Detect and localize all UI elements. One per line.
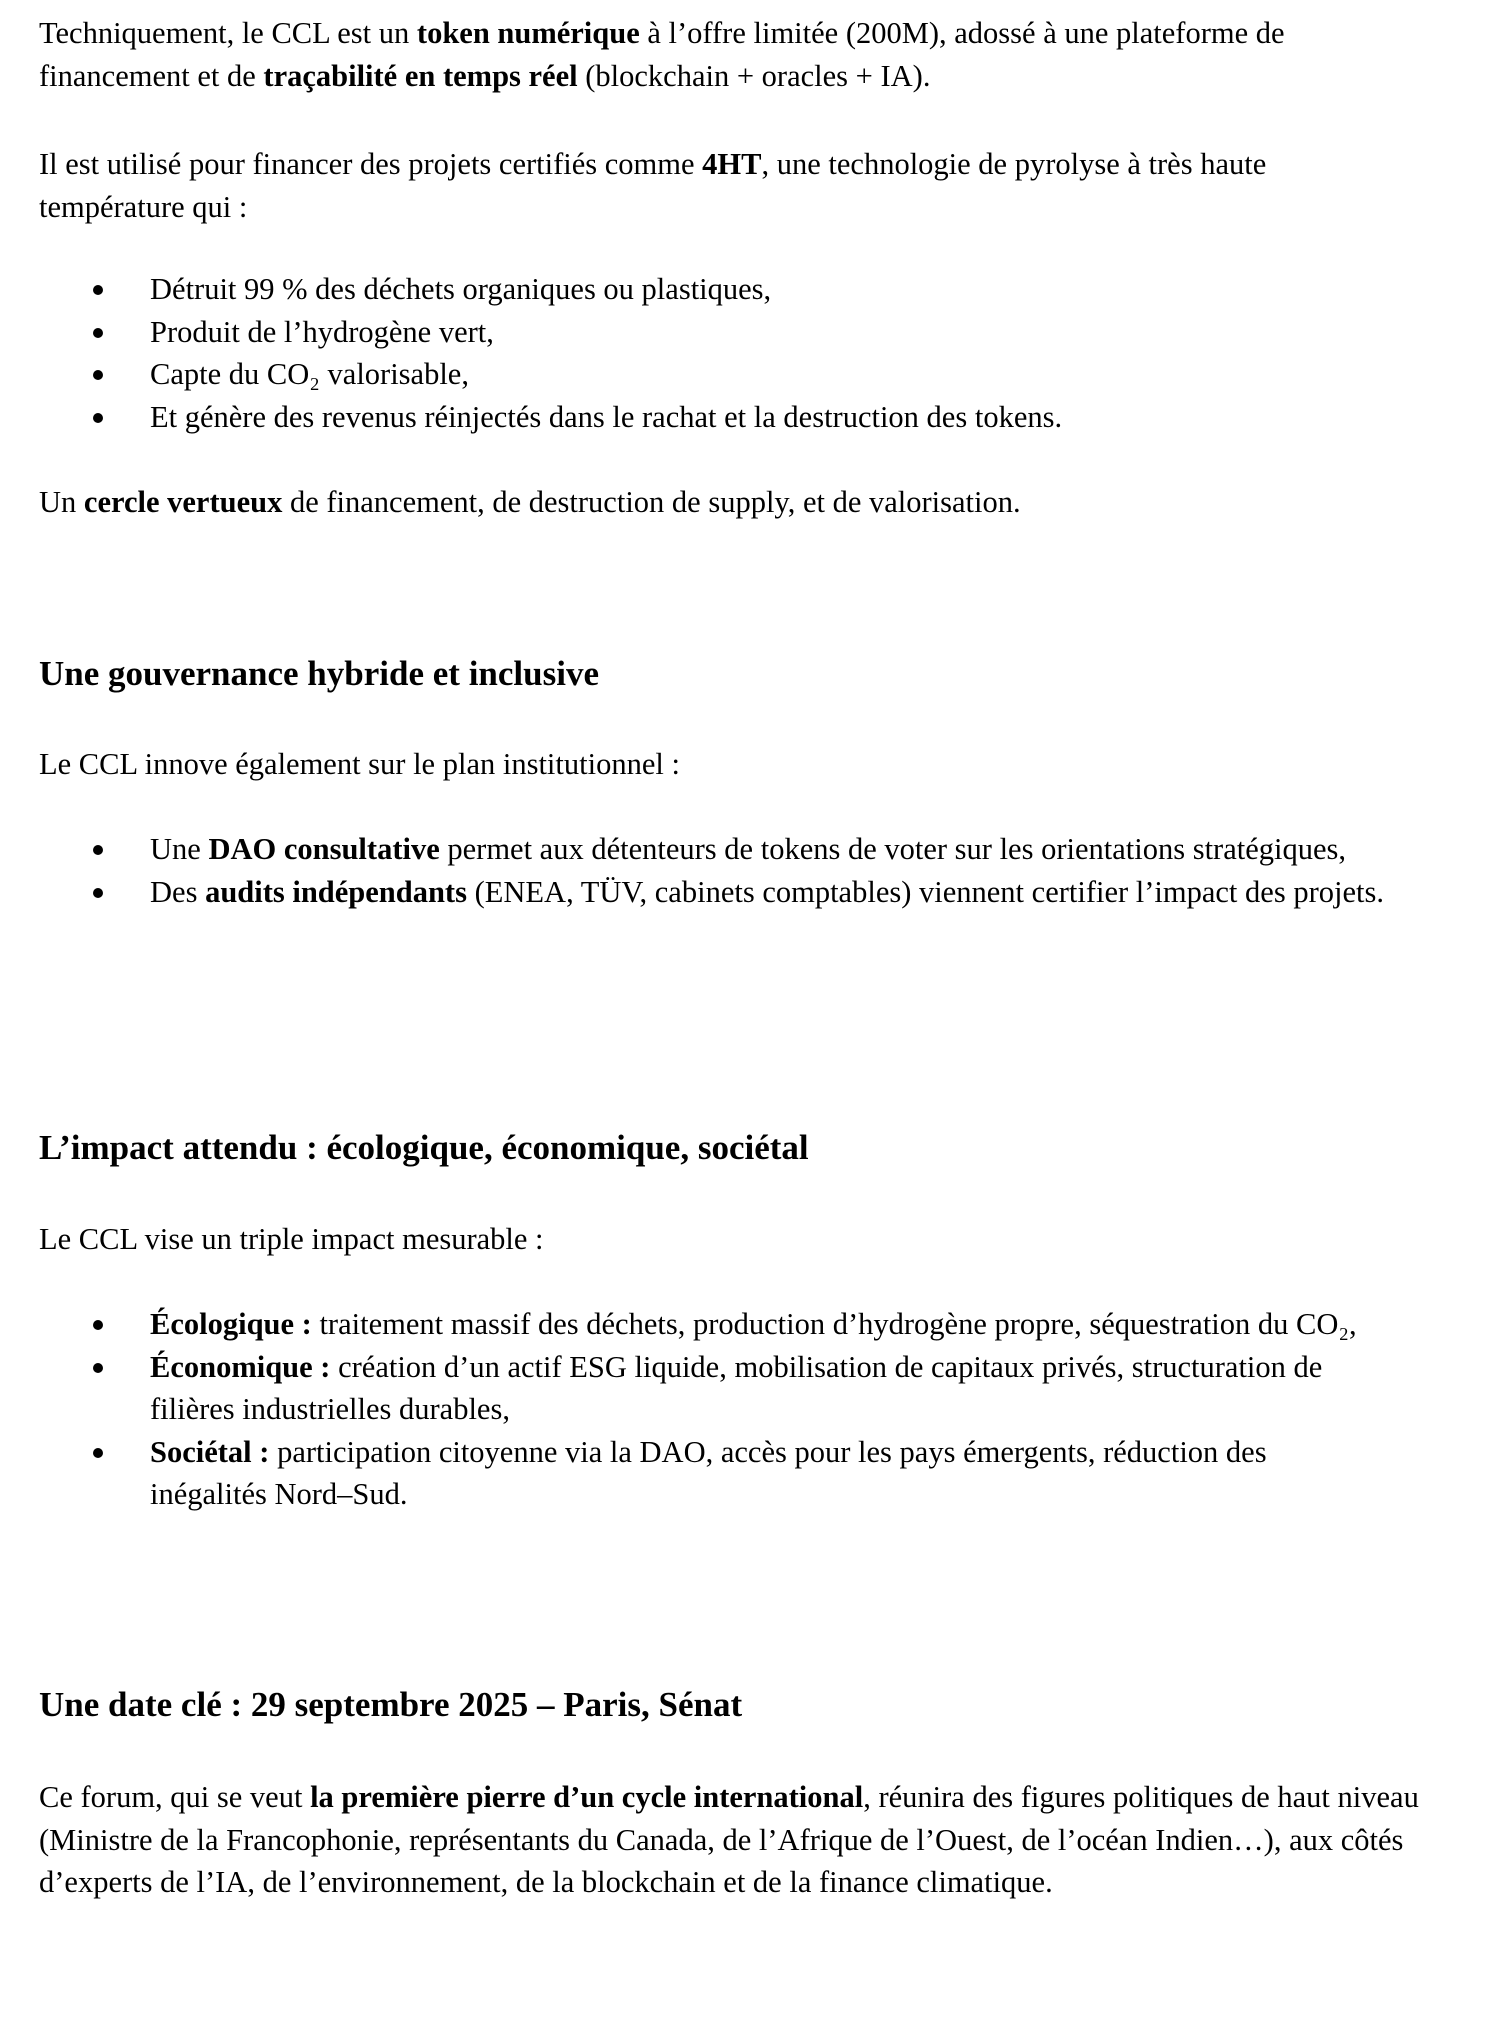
text: Une: [150, 832, 209, 866]
bullet-icon: [93, 888, 103, 898]
intro-paragraph-token: [39, 12, 1379, 97]
bold-audits-independants: audits indépendants: [205, 874, 467, 909]
bold-cercle-vertueux: cercle vertueux: [83, 485, 283, 519]
subscript-two: ₂: [309, 357, 320, 391]
text: , une technologie de pyrolyse à très haute température qui :: [39, 147, 1267, 224]
text: traitement massif des déchets, production d’hydrogène propre, séquestration du CO₂,: [311, 1307, 1357, 1341]
list-item-text: valorisable,: [319, 357, 469, 391]
bullet-icon: [93, 328, 103, 338]
intro-paragraph-cercle: [39, 481, 1459, 524]
text: Il est utilisé pour financer des projets certifiés comme: [39, 147, 703, 181]
text: Un: [39, 485, 84, 519]
text: (blockchain + oracles + IA).: [577, 58, 931, 93]
list-item-text: Produit de l’hydrogène vert,: [150, 314, 494, 349]
impact-bullet-list: [0, 1303, 1390, 1516]
text: à l’offre limitée (200M), adossé à une plateforme de financement et de: [39, 16, 1285, 93]
bold-token-numerique: token numérique: [416, 16, 640, 50]
list-item: [0, 311, 1460, 354]
intro-paragraph-4ht: [39, 143, 1409, 228]
bold-dao-consultative: DAO consultative: [208, 832, 440, 866]
list-item: [0, 1346, 1390, 1431]
list-item: [0, 1303, 1390, 1346]
text: Ce forum, qui se veut: [39, 1780, 311, 1814]
text: (ENEA, TÜV, cabinets comptables) viennent certifier l’impact des projets.: [466, 874, 1384, 909]
bullet-icon: [93, 845, 103, 855]
list-item-text: Capte du CO: [150, 357, 310, 391]
bold-premiere-pierre: la première pierre d’un cycle international: [310, 1780, 864, 1814]
bullet-icon: [93, 1363, 103, 1373]
bullet-icon: [93, 285, 103, 295]
text: de financement, de destruction de supply, et de valorisation.: [282, 485, 1021, 519]
bullet-icon: [93, 370, 103, 380]
list-item: [0, 1431, 1390, 1516]
key-date-paragraph: [39, 1776, 1464, 1904]
bullet-icon: [93, 413, 103, 423]
text: participation citoyenne via la DAO, accès pour les pays émergents, réduction des inégalités Nord–Sud.: [150, 1434, 1267, 1511]
text: Des: [150, 874, 206, 909]
list-item: [0, 828, 1440, 871]
bullet-icon: [93, 1448, 103, 1458]
list-item: [0, 871, 1440, 914]
impact-intro: Le CCL vise un triple impact mesurable :: [39, 1222, 544, 1256]
section-heading-impact: L’impact attendu : écologique, économique, sociétal: [39, 1128, 809, 1167]
section-heading-key-date: Une date clé : 29 septembre 2025 – Paris, Sénat: [39, 1685, 743, 1724]
list-item-text: Détruit 99 % des déchets organiques ou plastiques,: [150, 272, 772, 306]
bold-economique: Économique :: [150, 1349, 331, 1384]
list-item: [0, 268, 1460, 311]
list-item: [0, 396, 1460, 439]
text: permet aux détenteurs de tokens de voter sur les orientations stratégiques,: [439, 832, 1347, 866]
bold-ecologique: Écologique :: [150, 1307, 312, 1341]
list-item: [0, 353, 1460, 396]
bullet-icon: [93, 1320, 103, 1330]
list-item-text: Et génère des revenus réinjectés dans le rachat et la destruction des tokens.: [150, 399, 1063, 434]
text: Techniquement, le CCL est un: [39, 16, 417, 50]
text: création d’un actif ESG liquide, mobilisation de capitaux privés, structuration de filières industrielles durables,: [150, 1349, 1323, 1426]
governance-intro: Le CCL innove également sur le plan institutionnel :: [39, 747, 680, 781]
section-heading-governance: Une gouvernance hybride et inclusive: [39, 654, 599, 693]
governance-bullet-list: [0, 828, 1440, 913]
intro-bullet-list: [0, 268, 1460, 438]
text: , réunira des figures politiques de haut niveau (Ministre de la Francophonie, représentants du Canada, de l’Afrique de l’Ouest, de l’océan Indien…), aux côtés d’experts de l’IA, de l’environnement, de la blockchain et de la finance climatique.: [39, 1780, 1419, 1899]
bold-societal: Sociétal :: [150, 1434, 270, 1469]
bold-4ht: 4HT: [702, 147, 762, 181]
bold-tracabilite: traçabilité en temps réel: [263, 58, 578, 93]
